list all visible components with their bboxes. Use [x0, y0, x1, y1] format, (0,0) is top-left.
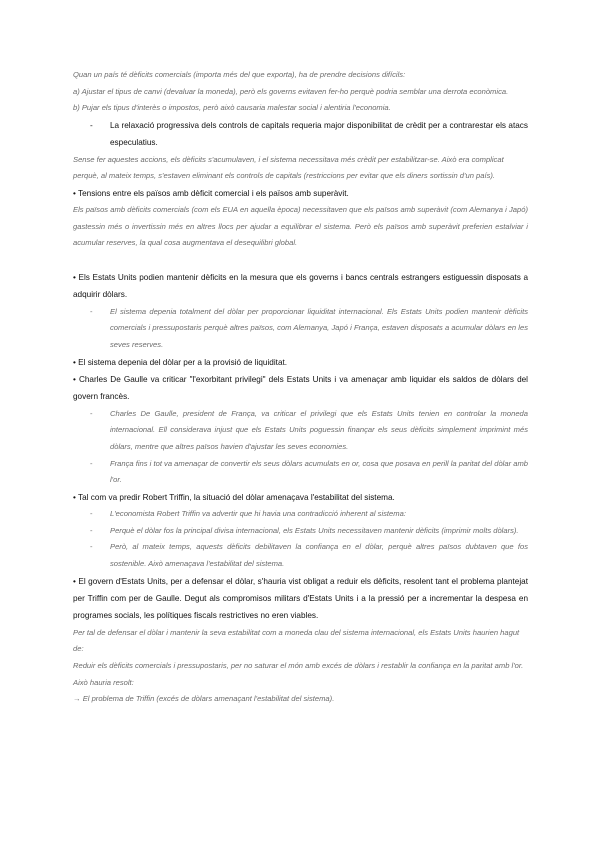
dash-item-de-gaulle-privilege — [90, 406, 528, 456]
dash-item-text: El sistema depenia totalment del dòlar per proporcionar liquiditat internacional. Els Estats Units podien mantenir dèficits comercials i pressupostaris perquè altres països, com Alemanya, Japó i França, estaven disposats a acumular dòlars en les seves reserves. — [110, 306, 528, 349]
bullet-us-government: • El govern d'Estats Units, per a defensar el dòlar, s'hauria vist obligat a reduir els dèficits, resolent tant el problema plantejat per Triffin com per de Gaulle. Degut als compromisos militars d'Estats Units i a la pressió per a incrementar la despesa en programes socials, les polítiques fiscals restrictives no eren viables. — [73, 576, 528, 621]
dash-marker: - — [90, 509, 93, 519]
dash-item-text: L'economista Robert Triffin va advertir que hi havia una contradicció inherent al sistema: — [110, 509, 406, 519]
dash-item-text: La relaxació progressiva dels controls de capitals requeria major disponibilitat de crèdit per a contrarestar els atacs especulatius. — [110, 120, 528, 148]
bullet-triffin: • Tal com va predir Robert Triffin, la situació del dòlar amenaçava l'estabilitat del sistema. — [73, 492, 395, 502]
dash-item-dollar-liquidity — [90, 304, 528, 354]
dash-marker: - — [90, 525, 93, 535]
bullet-dollar-provision: • El sistema depenia del dòlar per a la provisió de liquiditat. — [73, 357, 288, 367]
bullet-tensions: • Tensions entre els països amb dèficit comercial i els països amb superàvit. — [73, 188, 349, 198]
paragraph-intro: Quan un país té dèficits comercials (importa més del que exporta), ha de prendre decisions difícils: — [73, 70, 406, 79]
dash-marker: - — [90, 542, 93, 552]
dash-marker: - — [90, 458, 93, 468]
dash-item-france-gold — [90, 456, 528, 489]
document-body — [73, 67, 528, 708]
paragraph-defend-dollar: Per tal de defensar el dòlar i mantenir la seva estabilitat com a moneda clau del sistema internacional, els Estats Units haurien hagut de: — [73, 627, 520, 654]
dash-item-text: Charles De Gaulle, president de França, va criticar el privilegi que els Estats Units tenien en controlar la moneda internacional. Ell considerava injust que els Estats Units poguessin finançar els seus dèficits simplement imprimint més dòlars, mentre que altres països havien d'ajustar les seves economies. — [110, 408, 528, 451]
paragraph-deficits-accumulated: Sense fer aquestes accions, els dèficits s'acumulaven, i el sistema necessitava més crèdit per estabilitzar-se. Això era complicat perquè, al mateix temps, s'estaven eliminant els controls de capitals (restriccions per evitar que els diners sortissin d'un país). — [73, 154, 504, 181]
paragraph-surplus-countries: Els països amb dèficits comercials (com els EUA en aquella època) necessitaven que els països amb superàvit (com Alemanya i Japó) gastessin més o invertissin més en altres llocs per ajudar a equilibrar el sistema. Però els països amb superàvit preferien estalviar i acumular reserves, la qual cosa augmentava el desequilibri global. — [73, 205, 528, 248]
dash-marker: - — [90, 306, 93, 316]
dash-marker: - — [90, 120, 93, 130]
dash-item-capital-controls — [90, 117, 528, 152]
paragraph-reduce-deficits: Reduir els dèficits comercials i pressupostaris, per no saturar el món amb excés de dòlars i restablir la confiança en la paritat amb l'or. Això hauria resolt: — [73, 660, 524, 687]
paragraph-spacer — [73, 252, 528, 269]
paragraph-option-a: a) Ajustar el tipus de canvi (devaluar la moneda), però els governs evitaven fer-ho perquè podria semblar una derrota econòmica. — [73, 86, 509, 96]
dash-marker: - — [90, 408, 93, 418]
dash-item-text: Però, al mateix temps, aquests dèficits debilitaven la confiança en el dòlar, perquè altres països dubtaven que fos sostenible. Això amenaçava l'estabilitat del sistema. — [110, 542, 528, 568]
dash-item-confidence — [90, 539, 528, 572]
dash-item-text: França fins i tot va amenaçar de convertir els seus dòlars acumulats en or, cosa que posava en perill la paritat del dòlar amb l'or. — [110, 458, 528, 485]
paragraph-option-b: b) Pujar els tipus d'interès o impostos, però això causaria malestar social i alentiria l'economia. — [73, 103, 391, 113]
dash-item-text: Perquè el dòlar fos la principal divisa internacional, els Estats Units necessitaven mantenir dèficits (imprimir molts dòlars). — [110, 525, 519, 535]
dash-item-triffin-contradiction — [90, 506, 528, 523]
dash-item-main-currency — [90, 523, 528, 540]
bullet-us-deficits: • Els Estats Units podien mantenir dèficits en la mesura que els governs i bancs centrals estrangers estiguessin disposats a adquirir dòlars. — [73, 272, 528, 300]
paragraph-triffin-problem: → El problema de Triffin (excés de dòlars amenaçant l'estabilitat del sistema). — [73, 694, 335, 704]
bullet-de-gaulle: • Charles De Gaulle va criticar "l'exorbitant privilegi" dels Estats Units i va amenaçar amb liquidar els saldos de dòlars del govern francès. — [73, 374, 528, 402]
